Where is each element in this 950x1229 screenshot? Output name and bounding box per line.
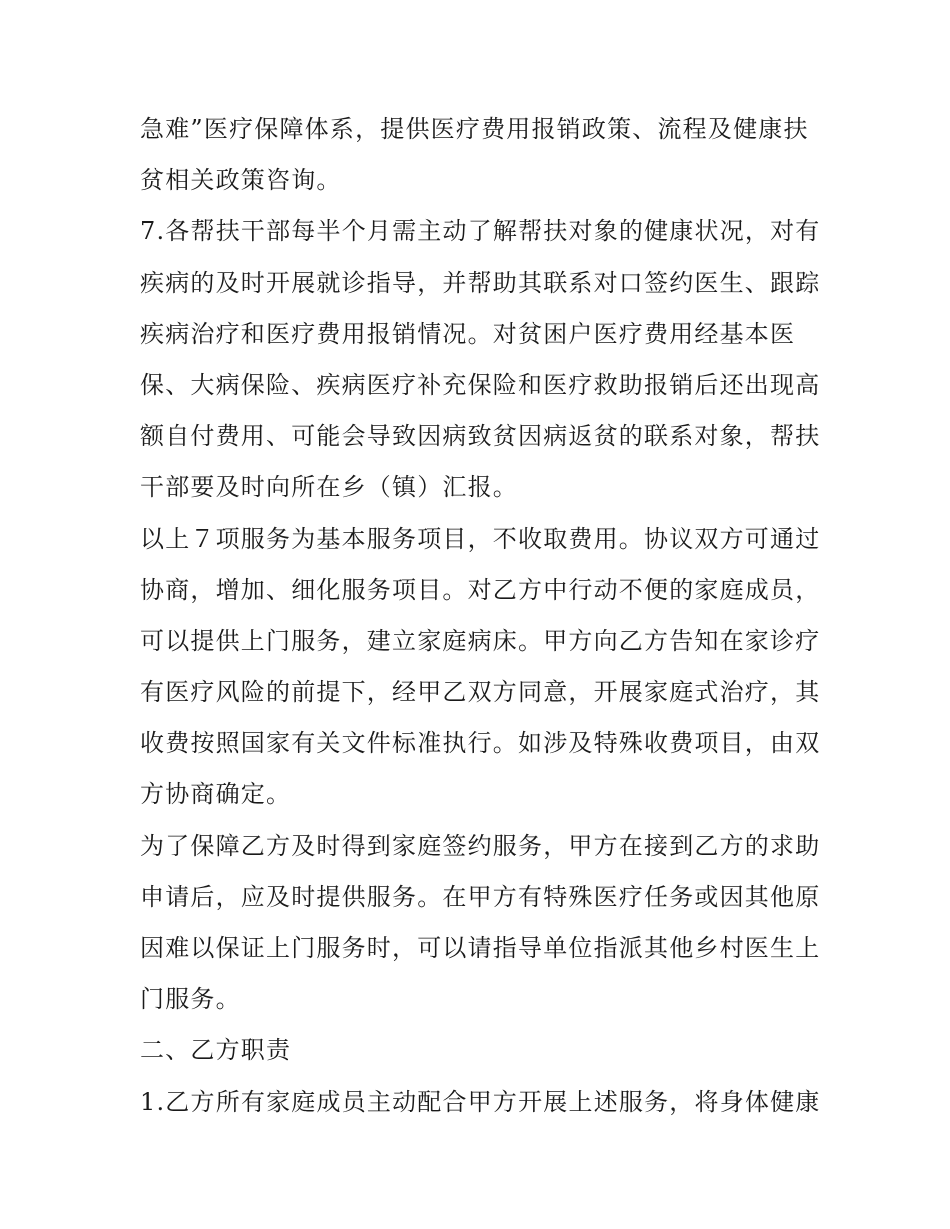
text-line: 疾病治疗和医疗费用报销情况。对贫困户医疗费用经基本医	[140, 319, 796, 348]
text-line: 干部要及时向所在乡（镇）汇报。	[140, 473, 518, 502]
text-line: 以上７项服务为基本服务项目，不收取费用。协议双方可通过	[140, 524, 821, 553]
text-line: 贫相关政策咨询。	[140, 166, 342, 195]
text-line: 方协商确定。	[140, 780, 292, 809]
text-line: 协商，增加、细化服务项目。对乙方中行动不便的家庭成员，	[140, 575, 821, 604]
text-line: 为了保障乙方及时得到家庭签约服务，甲方在接到乙方的求助	[140, 831, 821, 860]
text-line: 有医疗风险的前提下，经甲乙双方同意，开展家庭式治疗，其	[140, 678, 821, 707]
section-heading: 二、乙方职责	[140, 1036, 292, 1065]
text-line: 可以提供上门服务，建立家庭病床。甲方向乙方告知在家诊疗	[140, 626, 821, 655]
text-line: 额自付费用、可能会导致因病致贫因病返贫的联系对象，帮扶	[140, 422, 821, 451]
text-line: 门服务。	[140, 985, 241, 1014]
text-line: 收费按照国家有关文件标准执行。如涉及特殊收费项目，由双	[140, 729, 821, 758]
document-body	[140, 104, 820, 1128]
text-line: 申请后，应及时提供服务。在甲方有特殊医疗任务或因其他原	[140, 882, 821, 911]
text-line: 疾病的及时开展就诊指导，并帮助其联系对口签约医生、跟踪	[140, 268, 821, 297]
text-line: 急难”医疗保障体系，提供医疗费用报销政策、流程及健康扶	[140, 115, 809, 143]
text-line: 因难以保证上门服务时，可以请指导单位指派其他乡村医生上	[140, 934, 821, 962]
text-line: 1.乙方所有家庭成员主动配合甲方开展上述服务，将身体健康	[140, 1087, 821, 1116]
text-line: 保、大病保险、疾病医疗补充保险和医疗救助报销后还出现高	[140, 370, 821, 399]
text-line: 7.各帮扶干部每半个月需主动了解帮扶对象的健康状况，对有	[140, 217, 821, 246]
